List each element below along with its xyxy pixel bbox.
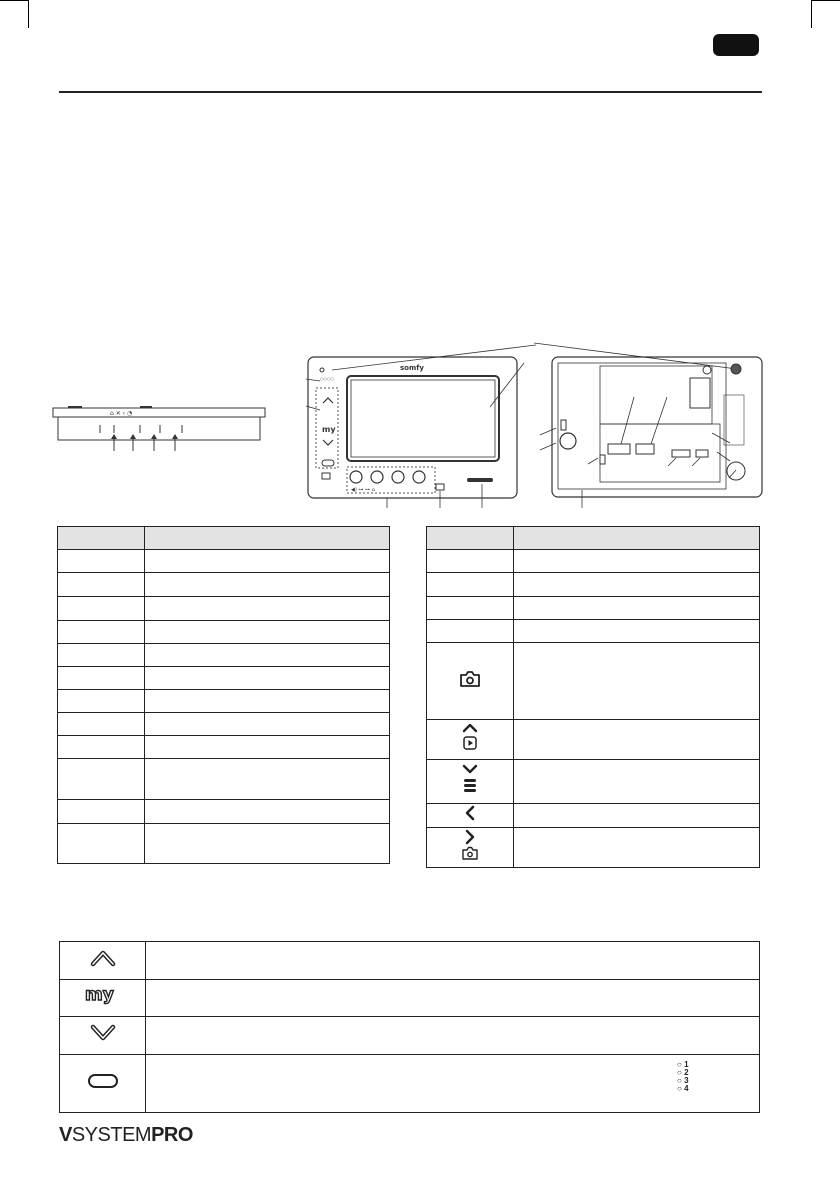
chevron-down-menu-icon [461,762,479,796]
keypad-table [59,941,760,1113]
table-row [427,828,760,868]
table-row [427,620,760,643]
led-item: ○ 2 [677,1068,689,1077]
chevron-up-play-icon [461,722,479,752]
rounded-rect-button-icon [86,1071,120,1091]
crop-mark-top-left-v [28,0,29,28]
crop-mark-top-left-h [0,0,28,1]
led-item: ○ 3 [677,1076,689,1085]
table-row [427,550,760,573]
header-rule [59,91,762,93]
left-spec-table [57,526,390,864]
table-row [427,804,760,828]
table-row [427,720,760,760]
table-row [58,597,390,621]
side-view-figure [50,405,270,455]
svg-text:◀) ⊶ ⊶ ⌂: ◀) ⊶ ⊶ ⌂ [351,487,375,493]
table-row [58,621,390,644]
svg-text:my: my [84,984,114,1005]
chevron-up-icon [88,948,118,968]
table-header-row [427,527,760,550]
somfy-logo: somfy [400,364,424,372]
table-row [60,942,760,980]
chevron-down-icon [88,1023,118,1043]
my-icon [83,985,123,1007]
table-row [58,644,390,667]
camera-icon [459,670,481,688]
table-row [427,760,760,804]
table-row [60,1017,760,1055]
svg-text:⌂ ✕ ‹ ◔: ⌂ ✕ ‹ ◔ [110,410,133,417]
rear-view-figure [534,340,774,510]
led-item: ○ 4 [677,1084,689,1093]
table-row [58,824,390,864]
my-key-label: my [322,425,336,434]
chevron-right-camera-icon [461,829,479,861]
table-row [60,1055,760,1113]
table-row [427,597,760,620]
table-row [58,573,390,597]
table-row [58,736,390,759]
table-row [427,573,760,597]
brand-logo: VSYSTEMPRO [59,1124,193,1146]
table-row [58,690,390,713]
crop-mark-top-right-v [811,0,812,28]
right-spec-table [426,526,760,868]
table-row [427,643,760,720]
front-view-figure [296,340,536,510]
table-row [58,800,390,824]
table-row [60,980,760,1017]
table-row [58,759,390,800]
table-header-row [58,527,390,550]
table-row [58,667,390,690]
table-row [58,550,390,573]
led-indicator-list [677,1061,689,1096]
svg-text:○○○○: ○○○○ [320,376,334,381]
chevron-left-icon [464,805,476,821]
language-badge [713,34,759,56]
led-item: ○ 1 [677,1060,689,1069]
table-row [58,713,390,736]
crop-mark-top-right-h [812,0,840,1]
